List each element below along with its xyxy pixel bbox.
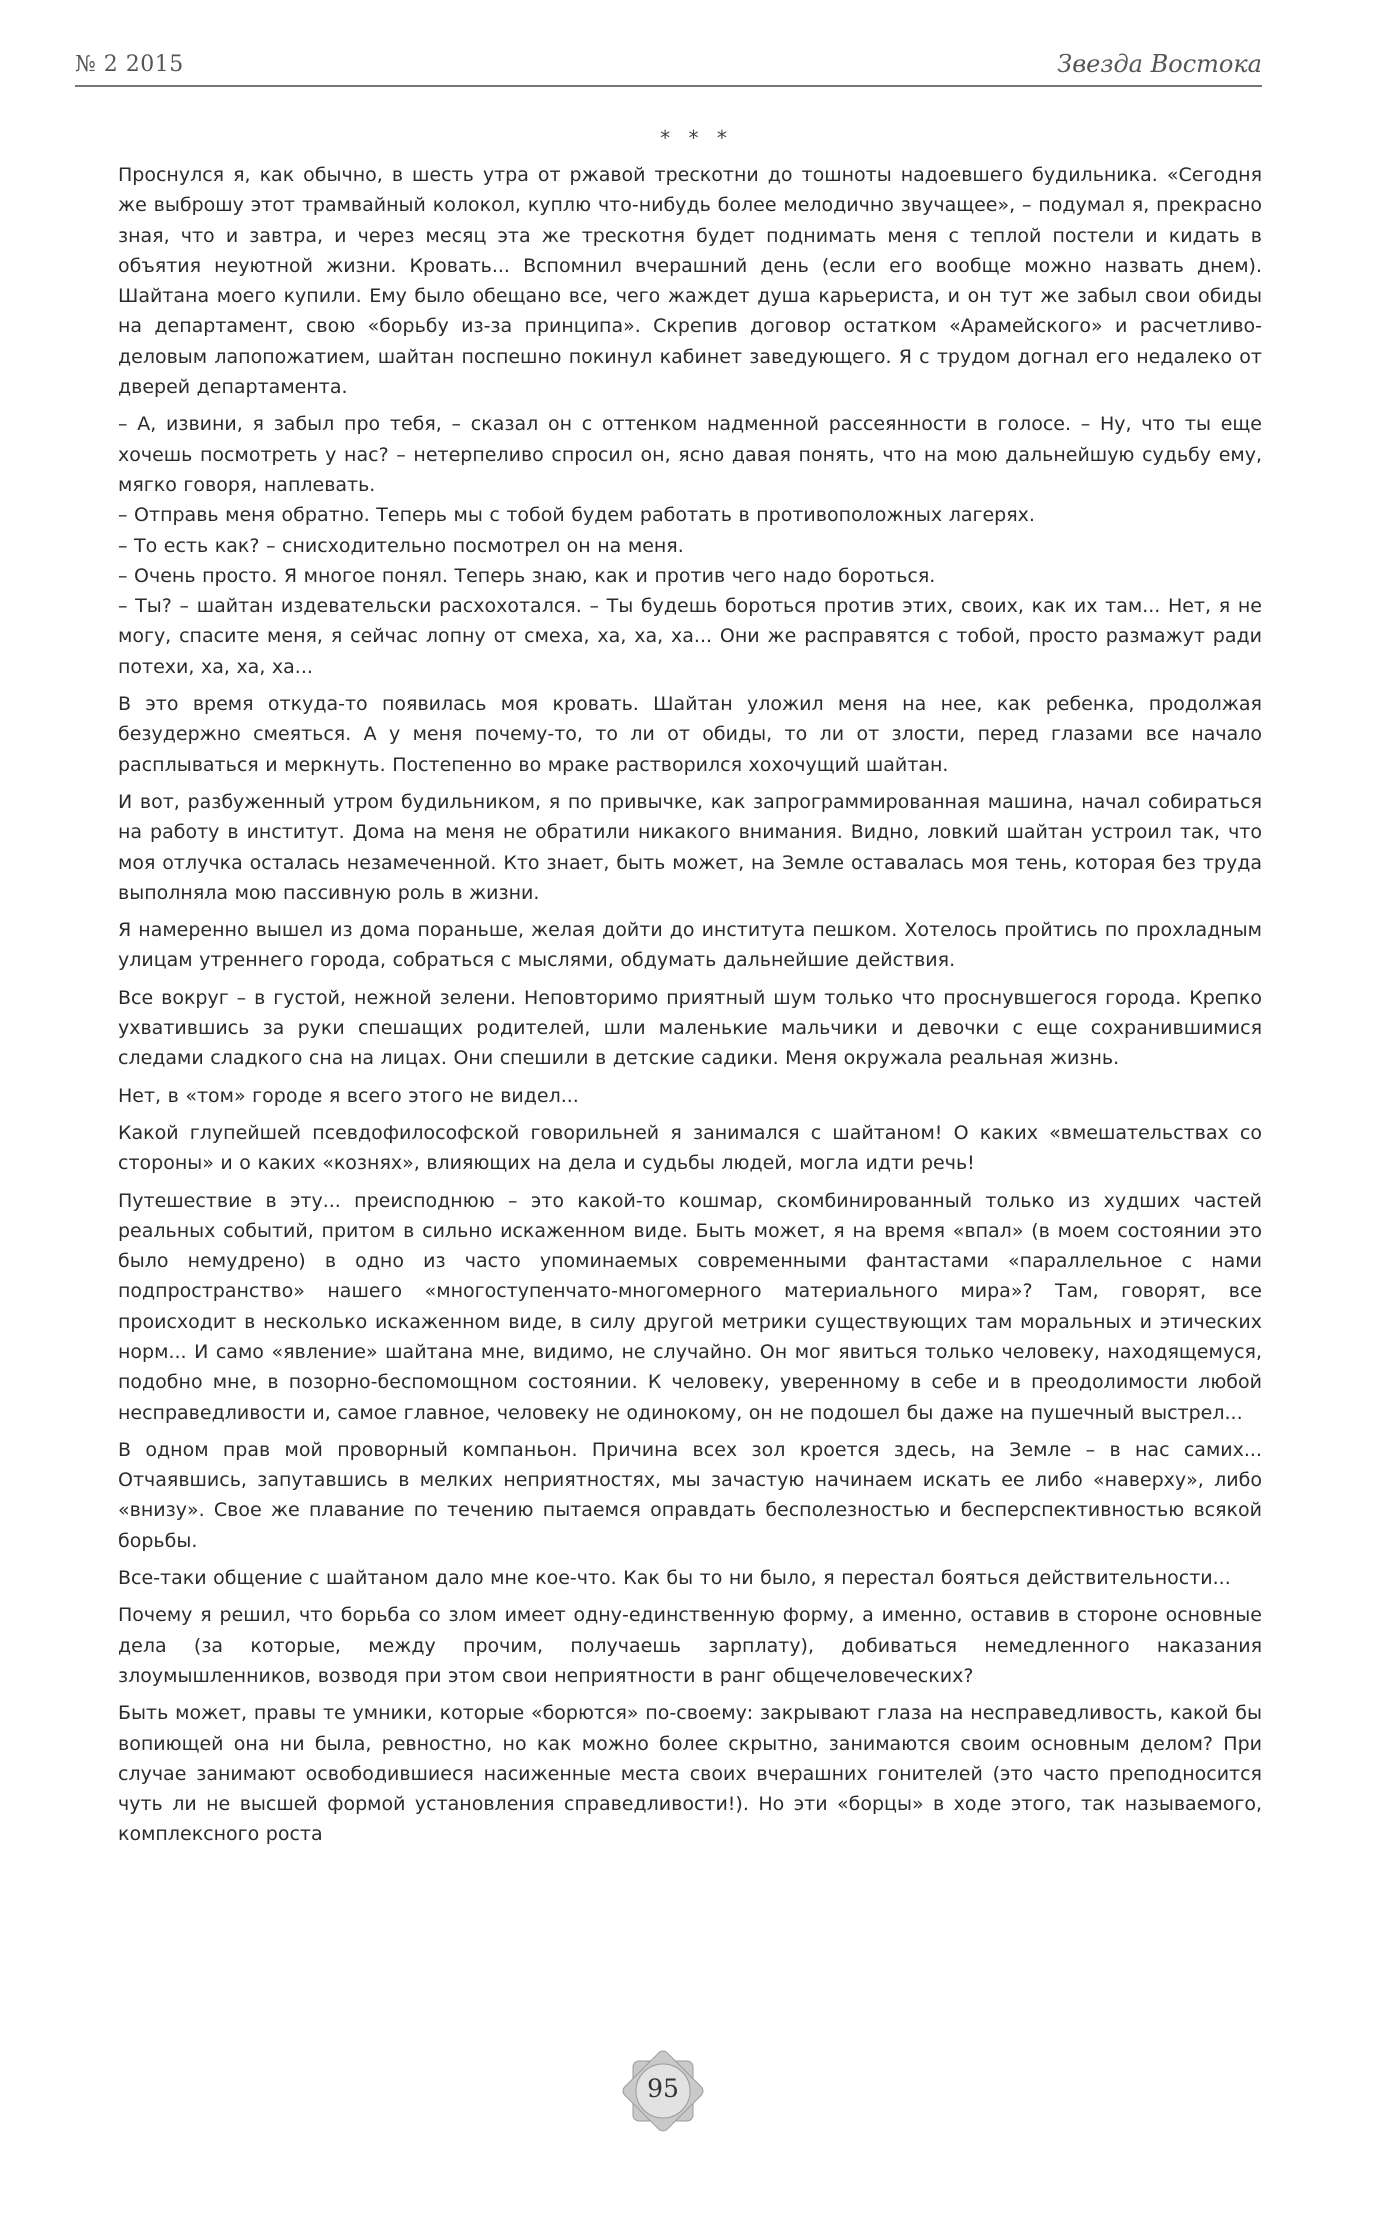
- paragraph-11: Нет, в «том» городе я всего этого не видел...: [118, 1084, 579, 1107]
- article-body: [118, 160, 1262, 1857]
- paragraph-10: Все вокруг – в густой, нежной зелени. Неповторимо приятный шум только что проснувшегося города. Крепко ухватившись за руки спешащих родителей, шли маленькие мальчики и девочки с еще сохранившимися следами сладкого сна на лицах. Они спешили в детские садики. Меня окружала реальная жизнь.: [118, 986, 1262, 1070]
- paragraph-17: Быть может, правы те умники, которые «борются» по-своему: закрывают глаза на несправедливость, какой бы вопиющей она ни была, ревностно, но как можно более скрытно, занимаются своим основным делом? При случае занимают освободившиеся насиженные места своих вчерашних гонителей (это часто преподносится чуть ли не высшей формой установления справедливости!). Но эти «борцы» в ходе этого, так называемого, комплексного роста: [118, 1702, 1262, 1846]
- section-break-ornament: * * *: [660, 126, 733, 150]
- header-rule: [75, 85, 1262, 87]
- paragraph-13: Путешествие в эту... преисподнюю – это какой-то кошмар, скомбинированный только из худших частей реальных событий, притом в сильно искаженном виде. Быть может, я на время «впал» (в моем состоянии это было немудрено) в одно из часто упоминаемых современными фантастами «параллельное с нами подпространство» нашего «многоступенчато-многомерного материального мира»? Там, говорят, все происходит в несколько искаженном виде, в силу другой метрики существующих там моральных и этических норм... И само «явление» шайтана мне, видимо, не случайно. Он мог явиться только человеку, находящемуся, подобно мне, в позорно-беспомощном состоянии. К человеку, уверенному в себе и в преодолимости любой несправедливости и, самое главное, человеку не одинокому, он не подошел бы даже на пушечный выстрел...: [118, 1189, 1262, 1424]
- paragraph-12: Какой глупейшей псевдофилософской говорильней я занимался с шайтаном! О каких «вмешательствах со стороны» и о каких «кознях», влияющих на дела и судьбы людей, могла идти речь!: [118, 1121, 1262, 1175]
- paragraph-15: Все-таки общение с шайтаном дало мне кое-что. Как бы то ни было, я перестал бояться действительности...: [118, 1567, 1231, 1590]
- page-number: 95: [647, 2074, 679, 2103]
- paragraph-2: – А, извини, я забыл про тебя, – сказал он с оттенком надменной рассеянности в голосе. – Ну, что ты еще хочешь посмотреть у нас? – нетерпеливо спросил он, ясно давая понять, что на мою дальнейшую судьбу ему, мягко говоря, наплевать.: [118, 413, 1262, 496]
- paragraph-16: Почему я решил, что борьба со злом имеет одну-единственную форму, а именно, оставив в стороне основные дела (за которые, между прочим, получаешь зарплату), добиваться немедленного наказания злоумышленников, возводя при этом свои неприятности в ранг общечеловеческих?: [118, 1604, 1262, 1687]
- paragraph-8: И вот, разбуженный утром будильником, я по привычке, как запрограммированная машина, начал собираться на работу в институт. Дома на меня не обратили никакого внимания. Видно, ловкий шайтан устроил так, что моя отлучка осталась незамеченной. Кто знает, быть может, на Земле оставалась моя тень, которая без труда выполняла мою пассивную роль в жизни.: [118, 790, 1262, 904]
- page-number-badge: [616, 2044, 710, 2138]
- paragraph-9: Я намеренно вышел из дома пораньше, желая дойти до института пешком. Хотелось пройтись по прохладным улицам утреннего города, собраться с мыслями, обдумать дальнейшие действия.: [118, 919, 1262, 972]
- paragraph-4: – То есть как? – снисходительно посмотрел он на меня.: [118, 534, 684, 557]
- paragraph-3: – Отправь меня обратно. Теперь мы с тобой будем работать в противоположных лагерях.: [118, 504, 1035, 527]
- issue-number: № 2 2015: [75, 52, 184, 77]
- paragraph-6: – Ты? – шайтан издевательски расхохотался. – Ты будешь бороться против этих, своих, как их там... Нет, я не могу, спасите меня, я сейчас лопну от смеха, ха, ха, ха... Они же расправятся с тобой, просто размажут ради потехи, ха, ха, ха...: [118, 595, 1262, 678]
- paragraph-7: В это время откуда-то появилась моя кровать. Шайтан уложил меня на нее, как ребенка, продолжая безудержно смеяться. А у меня почему-то, то ли от обиды, то ли от злости, перед глазами все начало расплываться и меркнуть. Постепенно во мраке растворился хохочущий шайтан.: [118, 693, 1262, 776]
- journal-title: Звезда Востока: [1057, 50, 1262, 78]
- paragraph-5: – Очень просто. Я многое понял. Теперь знаю, как и против чего надо бороться.: [118, 564, 936, 587]
- paragraph-14: В одном прав мой проворный компаньон. Причина всех зол кроется здесь, на Земле – в нас самих... Отчаявшись, запутавшись в мелких неприятностях, мы зачастую начинаем искать ее либо «наверху», либо «внизу». Свое же плавание по течению пытаемся оправдать бесполезностью и бесперспективностью всякой борьбы.: [118, 1438, 1262, 1552]
- paragraph-1: Проснулся я, как обычно, в шесть утра от ржавой трескотни до тошноты надоевшего будильника. «Сегодня же выброшу этот трамвайный колокол, куплю что-нибудь более мелодично звучащее», – подумал я, прекрасно зная, что и завтра, и через месяц эта же трескотня будет поднимать меня с теплой постели и кидать в объятия неуютной жизни. Кровать... Вспомнил вчерашний день (если его вообще можно назвать днем). Шайтана моего купили. Ему было обещано все, чего жаждет душа карьериста, и он тут же забыл свои обиды на департамент, свою «борьбу из-за принципа». Скрепив договор остатком «Арамейского» и расчетливо-деловым лапопожатием, шайтан поспешно покинул кабинет заведующего. Я с трудом догнал его недалеко от дверей департамента.: [118, 164, 1262, 399]
